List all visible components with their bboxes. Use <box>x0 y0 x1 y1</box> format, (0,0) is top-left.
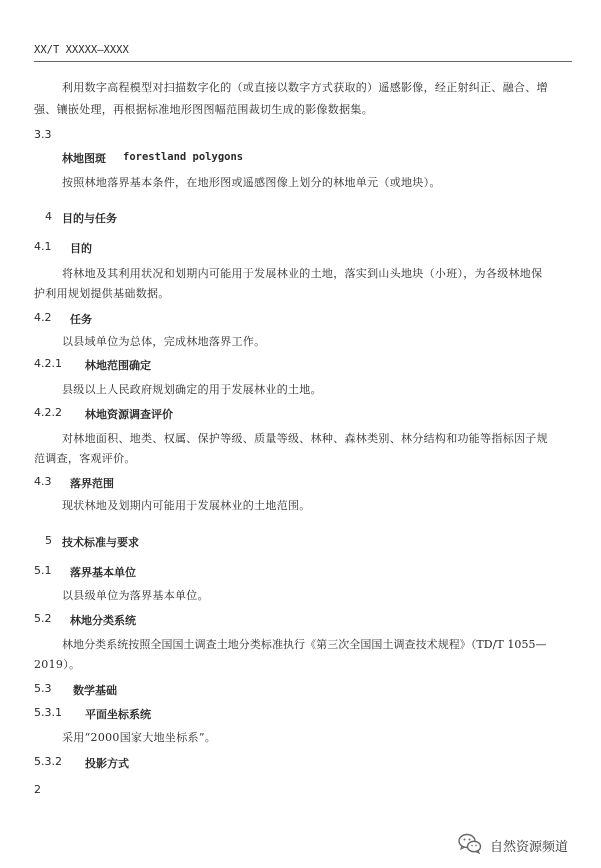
paragraph-line: 以县级单位为落界基本单位。 <box>62 589 209 602</box>
section-title: 平面坐标系统 <box>85 708 151 721</box>
section-number: 5.2 <box>34 612 52 625</box>
paragraph-line: 对林地面积、地类、权属、保护等级、质量等级、林种、森林类别、林分结构和功能等指标因子规 <box>62 432 548 445</box>
section-title: 目的 <box>70 242 92 255</box>
paragraph-line: 县级以上人民政府规划确定的用于发展林业的土地。 <box>62 383 322 396</box>
section-title: 林地分类系统 <box>70 614 136 627</box>
paragraph-line: 护利用规划提供基础数据。 <box>34 287 170 300</box>
wechat-icon <box>458 833 482 855</box>
paragraph-line: 现状林地及划期内可能用于发展林业的土地范围。 <box>62 499 311 512</box>
section-title: 技术标准与要求 <box>62 536 139 549</box>
paragraph-line: 强、镶嵌处理，再根据标准地形图图幅范围裁切生成的影像数据集。 <box>34 103 373 116</box>
section-number: 5.3.1 <box>34 706 62 719</box>
section-title: 落界基本单位 <box>70 566 136 579</box>
section-number: 5.3 <box>34 682 52 695</box>
standard-code-header: XX/T XXXXX—XXXX <box>34 44 129 56</box>
section-number: 4.3 <box>34 475 52 488</box>
section-title: 投影方式 <box>85 757 129 770</box>
section-title: 林地范围确定 <box>85 359 151 372</box>
section-number: 5.3.2 <box>34 755 62 768</box>
section-title: 落界范围 <box>70 477 114 490</box>
paragraph-line: 以县域单位为总体，完成林地落界工作。 <box>62 335 266 348</box>
section-title: 目的与任务 <box>62 212 117 225</box>
section-title: 数学基础 <box>73 684 117 697</box>
section-number: 4.2.2 <box>34 406 62 419</box>
watermark-text: 自然资源频道 <box>490 840 569 855</box>
section-number: 4.1 <box>34 240 52 253</box>
section-title: 林地资源调查评价 <box>85 408 173 421</box>
section-number: 4.2.1 <box>34 357 62 370</box>
section-title: 任务 <box>70 313 92 326</box>
page-number: 2 <box>34 783 41 796</box>
paragraph-line: 采用“2000国家大地坐标系”。 <box>62 731 217 744</box>
paragraph-line: 2019）。 <box>34 658 81 671</box>
term-chinese: 林地图斑 <box>62 152 106 165</box>
term-definition: 按照林地落界基本条件，在地形图或遥感图像上划分的林地单元（或地块）。 <box>62 176 441 189</box>
paragraph-line: 利用数字高程模型对扫描数字化的（或直接以数字方式获取的）遥感影像，经正射纠正、融合、增 <box>62 81 548 94</box>
section-number: 5 <box>45 534 52 547</box>
paragraph-line: 林地分类系统按照全国国土调查土地分类标准执行《第三次全国国土调查技术规程》（TD/T 1055— <box>62 638 547 651</box>
term-english: forestland polygons <box>123 151 244 163</box>
section-number: 3.3 <box>34 128 52 141</box>
section-number: 5.1 <box>34 564 52 577</box>
header-rule <box>34 61 572 62</box>
section-number: 4 <box>45 210 52 223</box>
section-number: 4.2 <box>34 311 52 324</box>
paragraph-line: 将林地及其利用状况和划期内可能用于发展林业的土地，落实到山头地块（小班），为各级林地保 <box>62 267 543 280</box>
paragraph-line: 范调查，客观评价。 <box>34 452 136 465</box>
